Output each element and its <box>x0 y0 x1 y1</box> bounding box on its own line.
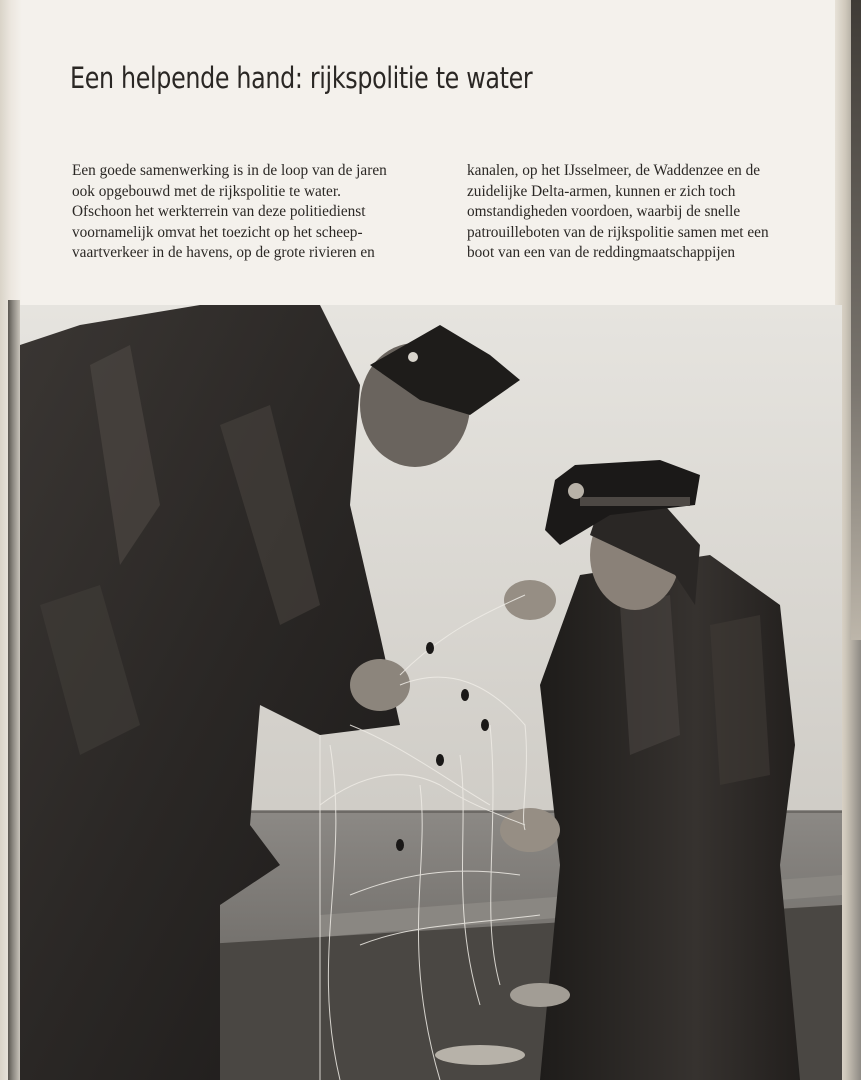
text-line: patrouilleboten van de rijkspolitie samen met een <box>467 223 769 241</box>
text-line: ook opgebouwd met de rijkspolitie te water. <box>72 182 341 200</box>
text-line: Een goede samenwerking is in de loop van de jaren <box>72 162 387 179</box>
text-line: voornamelijk omvat het toezicht op het scheep- <box>72 223 363 241</box>
binding-shadow <box>8 300 20 1080</box>
text-line: kanalen, op het IJsselmeer, de Waddenzee en de <box>467 162 761 179</box>
text-column-right <box>467 161 769 264</box>
next-page-edge-shadow <box>851 0 861 640</box>
text-line: boot van een van de reddingmaatschappijen <box>467 244 736 261</box>
text-line: omstandigheden voordoen, waarbij de snelle <box>467 203 741 220</box>
text-line: zuidelijke Delta-armen, kunnen er zich toch <box>467 182 736 200</box>
text-column-left <box>72 161 387 264</box>
text-line: vaartverkeer in de havens, op de grote rivieren en <box>72 244 375 261</box>
page-title: Een helpende hand: rijkspolitie te water <box>70 61 533 96</box>
text-line: Ofschoon het werkterrein van deze politiedienst <box>72 203 366 220</box>
photograph-police-officers-with-net <box>20 305 842 1080</box>
